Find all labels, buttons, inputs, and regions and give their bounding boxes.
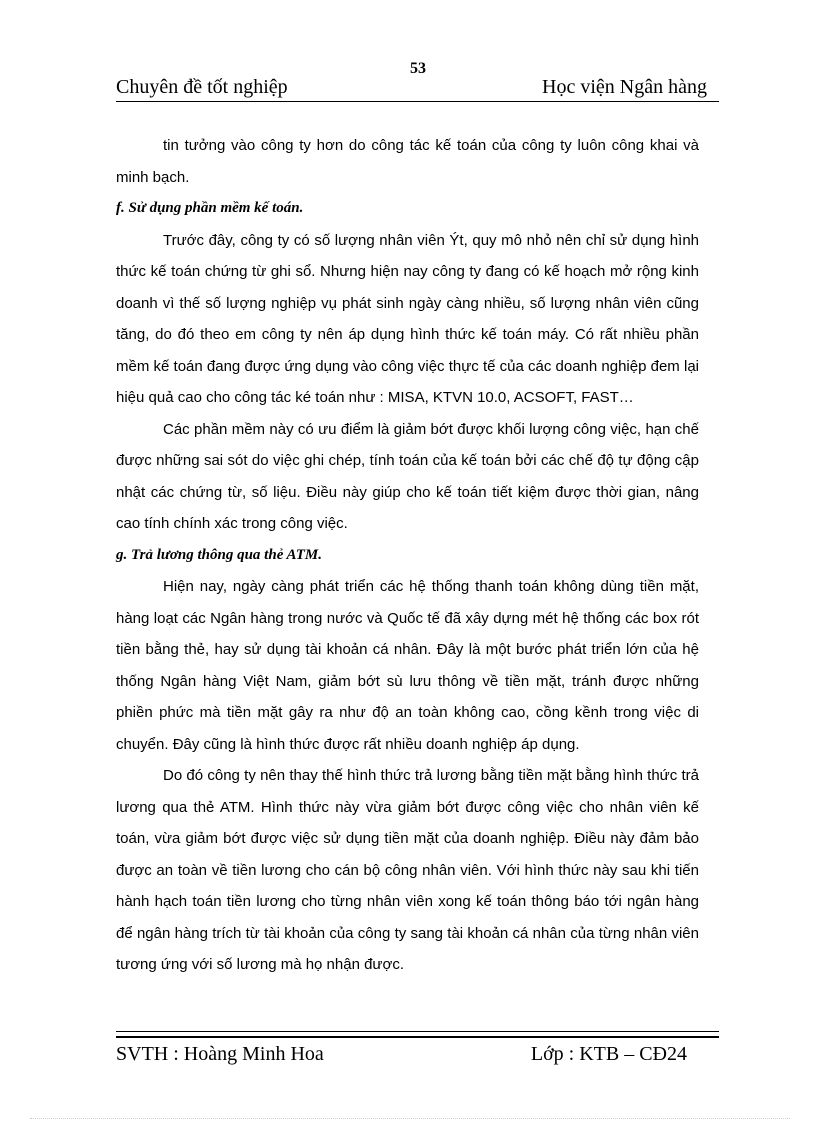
paragraph-2: Trước đây, công ty có số lượng nhân viên Ýt, quy mô nhỏ nên chỉ sử dụng hình thức kế toán chứng từ ghi sổ. Nhưng hiện nay công ty đang có kế hoạch mở rộng kinh doanh vì thế số lượng nghiệp vụ phát sinh ngày càng nhiều, số lượng nhân viên cũng tăng, do đó theo em công ty nên áp dụng hình thức kế toán máy. Có rất nhiều phần mềm kế toán đang được ứng dụng vào công việc thực tế của các doanh nghiệp đem lại hiệu quả cao cho công tác ké toán như : MISA, KTVN 10.0, ACSOFT, FAST…	[116, 231, 699, 406]
paragraph-4: Hiện nay, ngày càng phát triển các hệ thống thanh toán không dùng tiền mặt, hàng loạt các Ngân hàng trong nước và Quốc tế đã xây dựng mét hệ thống các box rót tiền bằng thẻ, hay sử dụng tài khoản cá nhân. Đây là một bước phát triển lớn của hệ thống Ngân hàng Việt Nam, giảm bớt sù lưu thông về tiền mặt, tránh được những phiền phức mà tiền mặt gây ra như độ an toàn không cao, cồng kềnh trong việc di chuyển. Đây cũng là hình thức được rất nhiều doanh nghiệp áp dụng.	[116, 578, 699, 753]
header-right-title: Học viện Ngân hàng	[542, 76, 707, 98]
header-divider	[116, 101, 719, 102]
header-left-title: Chuyên đề tốt nghiệp	[116, 76, 288, 98]
paragraph-1: tin tưởng vào công ty hơn do công tác kế toán của công ty luôn công khai và minh bạch.	[116, 137, 699, 186]
section-heading-g: g. Trả lương thông qua thẻ ATM.	[116, 546, 322, 563]
footer-divider-thick	[116, 1036, 719, 1038]
paragraph-5: Do đó công ty nên thay thế hình thức trả lương bằng tiền mặt bằng hình thức trả lương qua thẻ ATM. Hình thức này vừa giảm bớt được công việc cho nhân viên kế toán, vừa giảm bớt được việc sử dụng tiền mặt của doanh nghiệp. Điều này đảm bảo được an toàn về tiền lương cho cán bộ công nhân viên. Với hình thức này sau khi tiến hành hạch toán tiền lương cho từng nhân viên xong kế toán thông báo tới ngân hàng để ngân hàng trích từ tài khoản của công ty sang tài khoản cá nhân của từng nhân viên tương ứng với số lương mà họ nhận được.	[116, 767, 699, 973]
footer-student: SVTH : Hoàng Minh Hoa	[116, 1043, 324, 1065]
footer-class: Lớp : KTB – CĐ24	[530, 1043, 687, 1065]
section-heading-f: f. Sử dụng phần mềm kế toán.	[116, 200, 304, 216]
paragraph-3: Các phần mềm này có ưu điểm là giảm bớt được khối lượng công việc, hạn chế được những sai sót do việc ghi chép, tính toán của kế toán bởi các chế độ tự động cập nhật các chứng từ, số liệu. Điều này giúp cho kế toán tiết kiệm được thời gian, nâng cao tính chính xác trong công việc.	[116, 420, 699, 532]
page-edge-dots	[30, 1118, 790, 1119]
footer-divider-thin	[116, 1031, 719, 1032]
page-header	[116, 76, 719, 102]
page-number: 53	[410, 60, 426, 77]
main-content	[116, 130, 699, 981]
